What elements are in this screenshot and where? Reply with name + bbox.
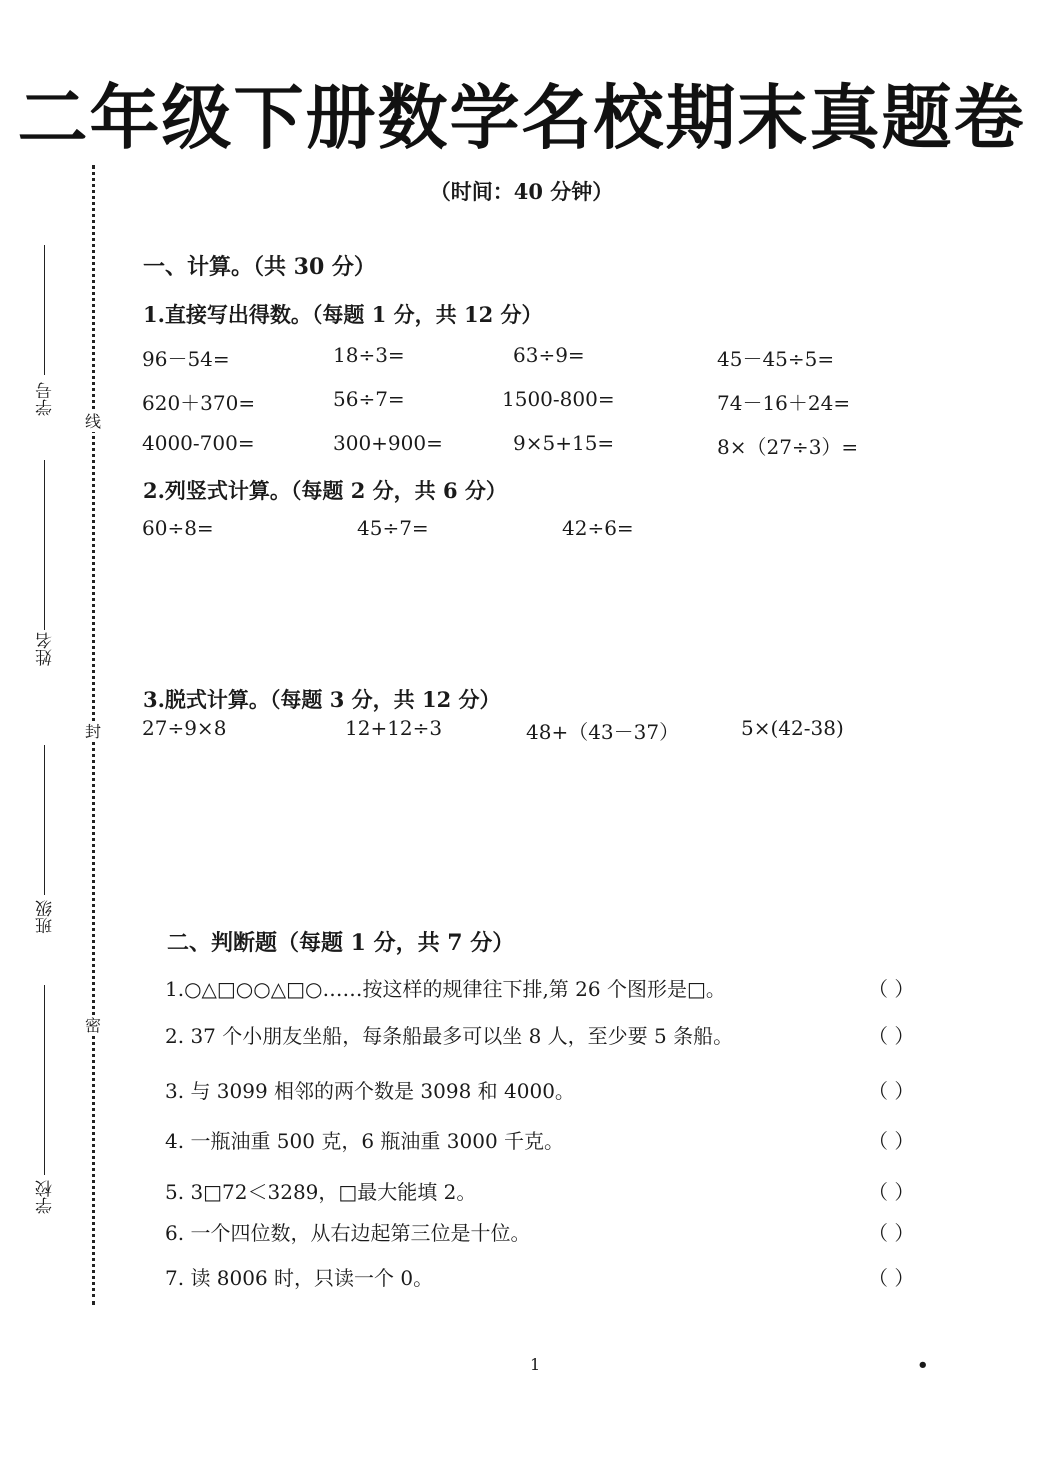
calc-item: 18÷3= bbox=[333, 343, 405, 367]
stepwise-calc-item: 48+（43－37） bbox=[526, 720, 680, 744]
calc-item: 96－54= bbox=[142, 347, 230, 371]
answer-paren[interactable]: （ ） bbox=[868, 977, 915, 1001]
judge-item: 2. 37 个小朋友坐船，每条船最多可以坐 8 人，至少要 5 条船。 bbox=[165, 1024, 734, 1048]
page-title: 二年级下册数学名校期末真题卷 bbox=[17, 77, 1026, 159]
class-fill-line bbox=[44, 745, 45, 895]
judge-item: 7. 读 8006 时，只读一个 0。 bbox=[165, 1266, 434, 1290]
calc-item: 63÷9= bbox=[513, 343, 585, 367]
section1-title: 一、计算。（共 30 分） bbox=[143, 254, 376, 280]
page-number: 1 bbox=[530, 1355, 541, 1374]
judge-item: 1.○△□○○△□○……按这样的规律往下排,第 26 个图形是□。 bbox=[165, 977, 726, 1001]
calc-item: 56÷7= bbox=[333, 387, 405, 411]
vertical-calc-item: 60÷8= bbox=[142, 516, 214, 540]
judge-item: 5. 3□72＜3289，□最大能填 2。 bbox=[165, 1180, 477, 1204]
stepwise-calc-item: 5×(42-38) bbox=[741, 716, 844, 740]
student-id-fill-line bbox=[44, 245, 45, 375]
seal-char-mi: 密 bbox=[84, 1016, 101, 1035]
school-label: 学校 bbox=[36, 1180, 56, 1214]
class-label: 班级 bbox=[36, 900, 56, 934]
vertical-calc-item: 45÷7= bbox=[357, 516, 429, 540]
answer-paren[interactable]: （ ） bbox=[868, 1221, 915, 1245]
stepwise-calc-item: 27÷9×8 bbox=[142, 716, 227, 740]
answer-paren[interactable]: （ ） bbox=[868, 1024, 915, 1048]
judge-item: 4. 一瓶油重 500 克，6 瓶油重 3000 千克。 bbox=[165, 1129, 565, 1153]
answer-paren[interactable]: （ ） bbox=[868, 1266, 915, 1290]
judge-item: 3. 与 3099 相邻的两个数是 3098 和 4000。 bbox=[165, 1079, 575, 1103]
seal-char-feng: 封 bbox=[84, 722, 101, 741]
calc-item: 300+900= bbox=[333, 431, 443, 455]
school-fill-line bbox=[44, 985, 45, 1175]
calc-item: 620＋370= bbox=[142, 391, 256, 415]
judge-item: 6. 一个四位数，从右边起第三位是十位。 bbox=[165, 1221, 531, 1245]
part1-title: 1.直接写出得数。（每题 1 分，共 12 分） bbox=[143, 302, 543, 327]
answer-paren[interactable]: （ ） bbox=[868, 1079, 915, 1103]
seal-char-xian: 线 bbox=[84, 412, 101, 431]
calc-item: 4000-700= bbox=[142, 431, 255, 455]
stepwise-calc-item: 12+12÷3 bbox=[345, 716, 443, 740]
name-label: 姓名 bbox=[36, 632, 56, 666]
vertical-calc-item: 42÷6= bbox=[562, 516, 634, 540]
calc-item: 45－45÷5= bbox=[717, 347, 835, 371]
name-fill-line bbox=[44, 460, 45, 630]
calc-item: 8×（27÷3）= bbox=[717, 435, 859, 459]
part3-title: 3.脱式计算。（每题 3 分，共 12 分） bbox=[143, 687, 501, 712]
student-id-label: 学号 bbox=[36, 382, 56, 416]
calc-item: 9×5+15= bbox=[513, 431, 615, 455]
part2-title: 2.列竖式计算。（每题 2 分，共 6 分） bbox=[143, 478, 507, 503]
time-limit: （时间：40 分钟） bbox=[429, 179, 614, 204]
calc-item: 1500-800= bbox=[502, 387, 615, 411]
footer-dot: • bbox=[917, 1355, 929, 1376]
section2-title: 二、判断题（每题 1 分，共 7 分） bbox=[167, 930, 515, 956]
answer-paren[interactable]: （ ） bbox=[868, 1129, 915, 1153]
calc-item: 74－16＋24= bbox=[717, 391, 851, 415]
answer-paren[interactable]: （ ） bbox=[868, 1180, 915, 1204]
